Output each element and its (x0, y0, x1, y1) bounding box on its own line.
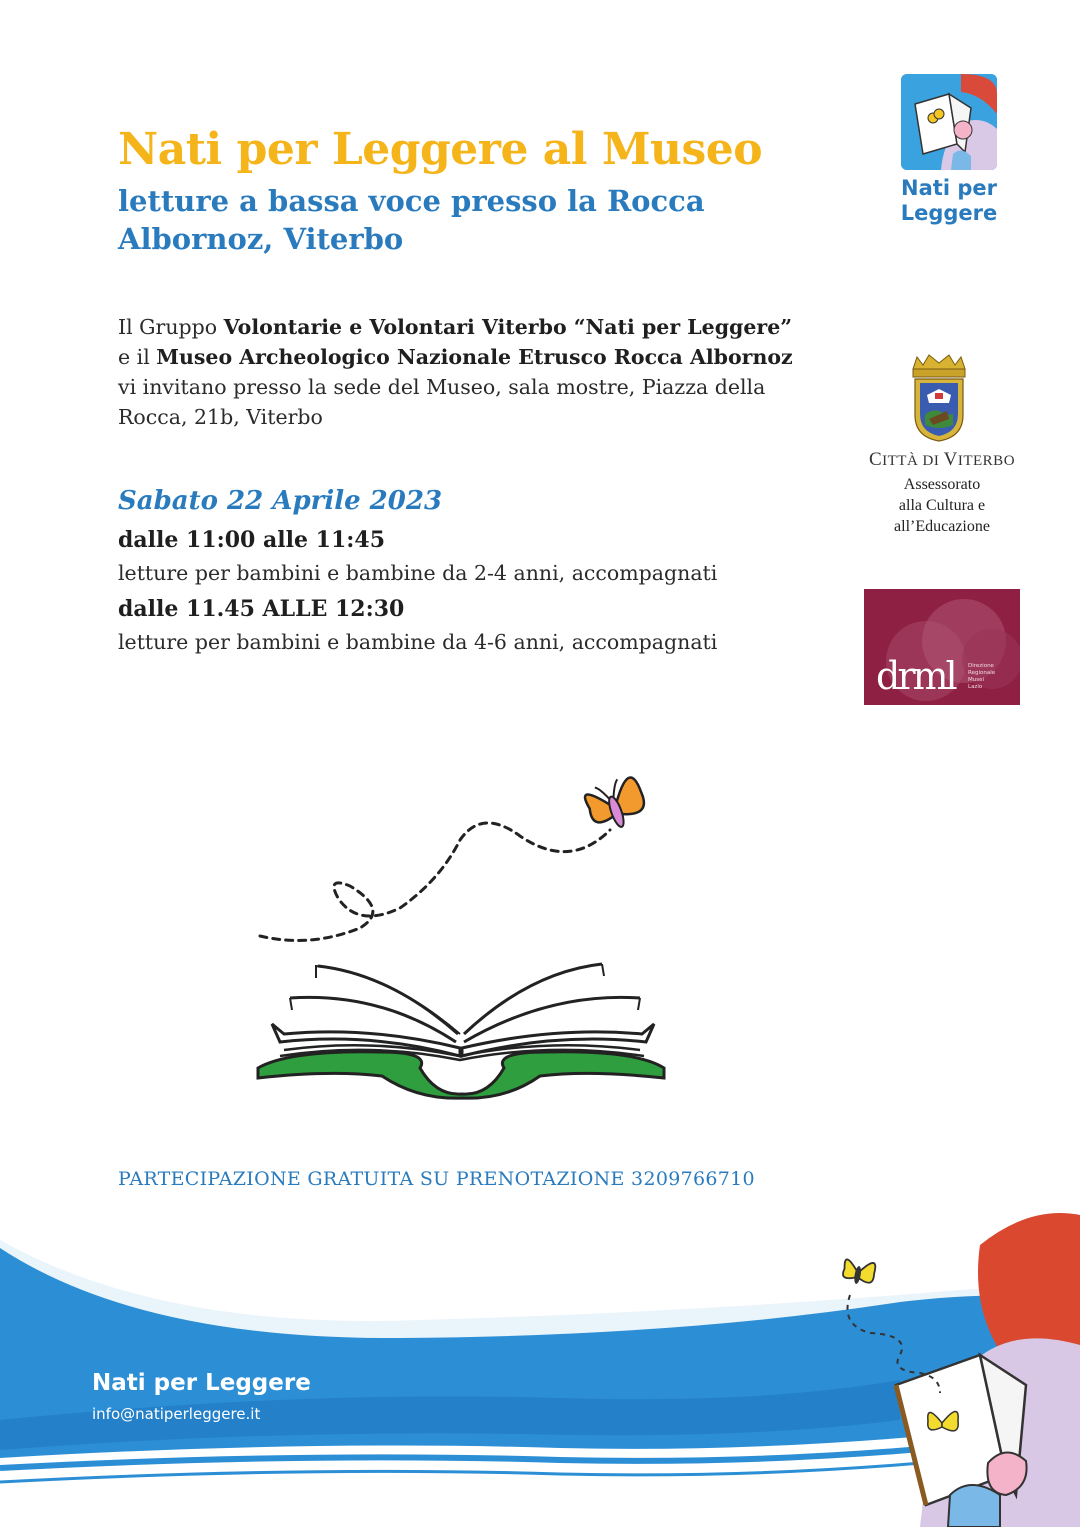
footer-email[interactable]: info@natiperleggere.it (92, 1405, 261, 1423)
intro-line-4: Rocca, 21b, Viterbo (118, 405, 323, 429)
npl-logo-reader-icon (901, 74, 997, 170)
intro-line-1: Il Gruppo Volontarie e Volontari Viterbo “Nati per Leggere” (118, 315, 793, 339)
group-name: Volontarie e Volontari Viterbo “Nati per Leggere” (223, 315, 793, 339)
event-date: Sabato 22 Aprile 2023 (118, 486, 443, 516)
booking-info: PARTECIPAZIONE GRATUITA SU PRENOTAZIONE 3209766710 (118, 1168, 755, 1190)
page-subtitle: letture a bassa voce presso la Rocca Albornoz, Viterbo (118, 184, 705, 256)
intro-paragraph (118, 312, 838, 432)
slot-1-time: dalle 11:00 alle 11:45 (118, 527, 385, 553)
slot-1-description: letture per bambini e bambine da 2-4 anni, accompagnati (118, 561, 718, 585)
slot-2-description: letture per bambini e bambine da 4-6 anni, accompagnati (118, 630, 718, 654)
intro-line-2: e il Museo Archeologico Nazionale Etrusco Rocca Albornoz (118, 345, 793, 369)
drm-logo-caption: Direzione Regionale Musei Lazio (968, 663, 996, 690)
flying-butterfly-icon (842, 1258, 877, 1287)
open-book-butterfly-illustration (250, 760, 680, 1110)
city-crest-icon (907, 353, 971, 443)
reader-character-illustration (830, 1195, 1080, 1527)
city-name: CITTÀ DI VITERBO (868, 449, 1016, 470)
butterfly-icon (583, 773, 651, 835)
npl-logo-text: Nati per Leggere (900, 176, 998, 225)
page-title: Nati per Leggere al Museo (118, 124, 763, 175)
slot-2-time: dalle 11.45 ALLE 12:30 (118, 596, 405, 622)
intro-line-3: vi invitano presso la sede del Museo, sala mostre, Piazza della (118, 375, 766, 399)
dashed-flight-path (260, 823, 610, 941)
assessorato-text: Assessorato alla Cultura e all’Educazione (894, 476, 990, 535)
drm-logo-letters: drml (876, 654, 955, 698)
museum-name: Museo Archeologico Nazionale Etrusco Rocca Albornoz (156, 345, 793, 369)
npl-logo (901, 74, 997, 170)
footer-brand: Nati per Leggere (92, 1370, 311, 1396)
